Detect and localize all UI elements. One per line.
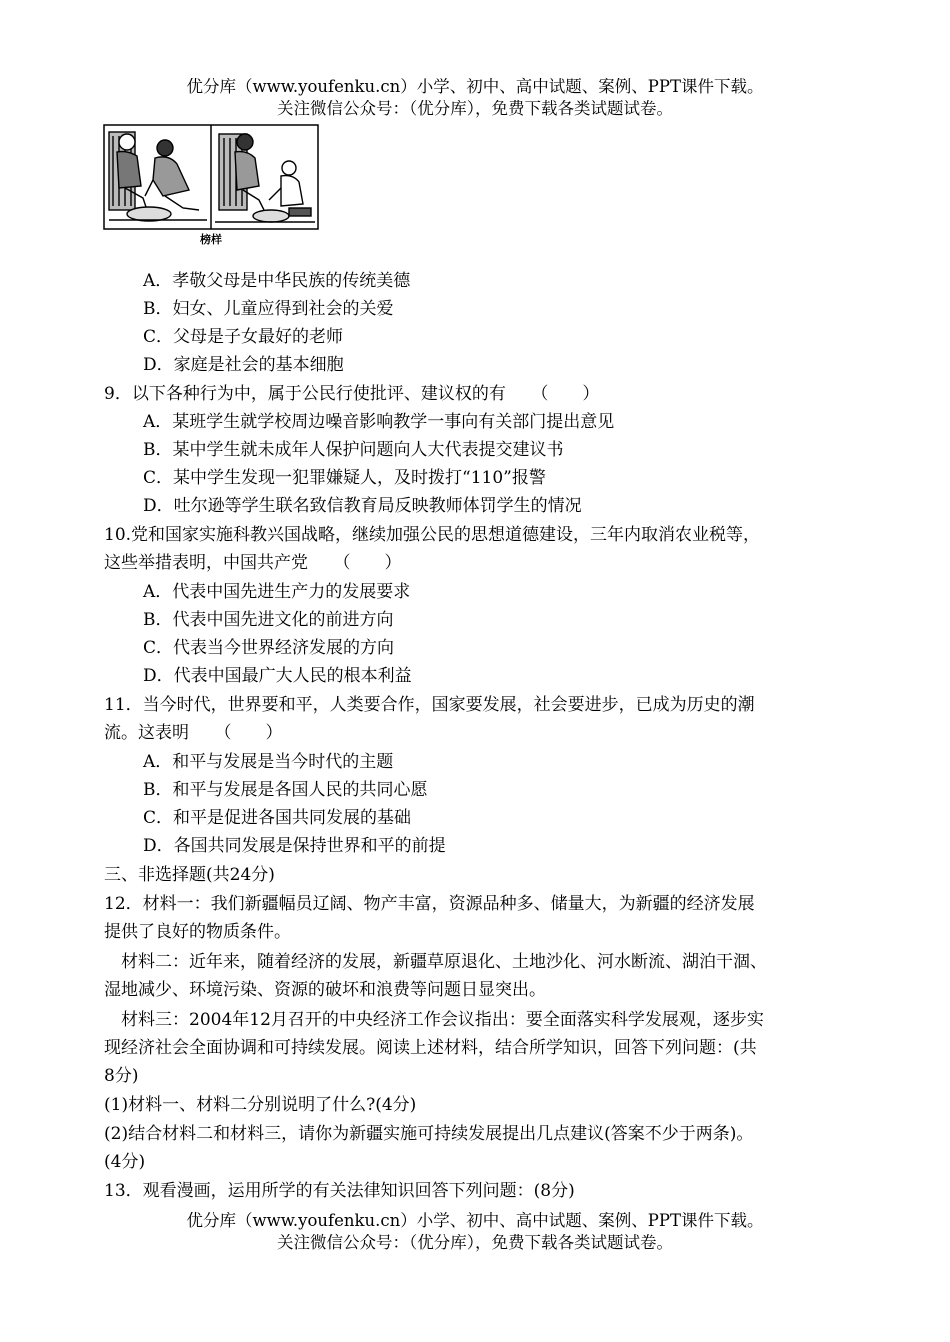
section3-title: 三、非选择题(共24分) xyxy=(104,865,275,885)
q10-stem-line2: 这些举措表明，中国共产党 （ ） xyxy=(104,553,402,573)
q12-material1-line1: 12．材料一：我们新疆幅员辽阔、物产丰富，资源品种多、储量大，为新疆的经济发展 xyxy=(104,894,755,914)
page-header-line2: 关注微信公众号：（优分库），免费下载各类试题试卷。 xyxy=(277,99,673,118)
q10-option-c: C．代表当今世界经济发展的方向 xyxy=(143,638,395,658)
q11-stem-line1: 11．当今时代，世界要和平，人类要合作，国家要发展，社会要进步，已成为历史的潮 xyxy=(104,695,755,715)
q12-subquestion2-line2: (4分) xyxy=(104,1152,146,1172)
q11-option-d: D．各国共同发展是保持世界和平的前提 xyxy=(143,836,446,856)
q12-material2-line1: 材料二：近年来，随着经济的发展，新疆草原退化、土地沙化、河水断流、湖泊干涸、 xyxy=(121,952,767,972)
q12-subquestion1: (1)材料一、材料二分别说明了什么?(4分) xyxy=(104,1095,417,1115)
q9-option-b: B．某中学生就未成年人保护问题向人大代表提交建议书 xyxy=(143,440,564,460)
q10-option-b: B．代表中国先进文化的前进方向 xyxy=(143,610,394,630)
q10-option-d: D．代表中国最广大人民的根本利益 xyxy=(143,666,412,686)
q9-option-a: A．某班学生就学校周边噪音影响教学一事向有关部门提出意见 xyxy=(143,412,615,432)
page-footer-line1: 优分库（www.youfenku.cn）小学、初中、高中试题、案例、PPT课件下载。 xyxy=(186,1211,764,1230)
q8-option-d: D．家庭是社会的基本细胞 xyxy=(143,355,344,375)
q11-option-a: A．和平与发展是当今时代的主题 xyxy=(143,752,394,772)
cartoon-caption: 榜样 xyxy=(200,233,222,246)
q8-option-a: A．孝敬父母是中华民族的传统美德 xyxy=(143,271,411,291)
q9-option-d: D．吐尔逊等学生联名致信教育局反映教师体罚学生的情况 xyxy=(143,496,582,516)
q12-material3-line1: 材料三：2004年12月召开的中央经济工作会议指出：要全面落实科学发展观，逐步实 xyxy=(121,1010,764,1030)
q13-stem: 13．观看漫画，运用所学的有关法律知识回答下列问题：(8分) xyxy=(104,1181,575,1201)
q8-option-c: C．父母是子女最好的老师 xyxy=(143,327,344,347)
q12-material2-line2: 湿地减少、环境污染、资源的破坏和浪费等问题日显突出。 xyxy=(104,980,546,1000)
cartoon-illustration xyxy=(103,124,319,230)
q12-material1-line2: 提供了良好的物质条件。 xyxy=(104,922,291,942)
page-header-line1: 优分库（www.youfenku.cn）小学、初中、高中试题、案例、PPT课件下载。 xyxy=(186,77,764,96)
q11-option-c: C．和平是促进各国共同发展的基础 xyxy=(143,808,412,828)
q11-stem-line2: 流。这表明 （ ） xyxy=(104,723,283,743)
page-footer-line2: 关注微信公众号：（优分库），免费下载各类试题试卷。 xyxy=(277,1233,673,1252)
q12-subquestion2-line1: (2)结合材料二和材料三，请你为新疆实施可持续发展提出几点建议(答案不少于两条)。 xyxy=(104,1124,754,1144)
q11-option-b: B．和平与发展是各国人民的共同心愿 xyxy=(143,780,428,800)
q12-material3-line3: 8分) xyxy=(104,1066,139,1086)
q8-option-b: B．妇女、儿童应得到社会的关爱 xyxy=(143,299,394,319)
q9-stem: 9．以下各种行为中，属于公民行使批评、建议权的有 （ ） xyxy=(104,384,600,404)
q10-option-a: A．代表中国先进生产力的发展要求 xyxy=(143,582,411,602)
q10-stem-line1: 10.党和国家实施科教兴国战略，继续加强公民的思想道德建设，三年内取消农业税等， xyxy=(104,525,761,545)
q9-option-c: C．某中学生发现一犯罪嫌疑人，及时拨打“110”报警 xyxy=(143,468,546,488)
q12-material3-line2: 现经济社会全面协调和可持续发展。阅读上述材料，结合所学知识，回答下列问题：(共 xyxy=(104,1038,757,1058)
